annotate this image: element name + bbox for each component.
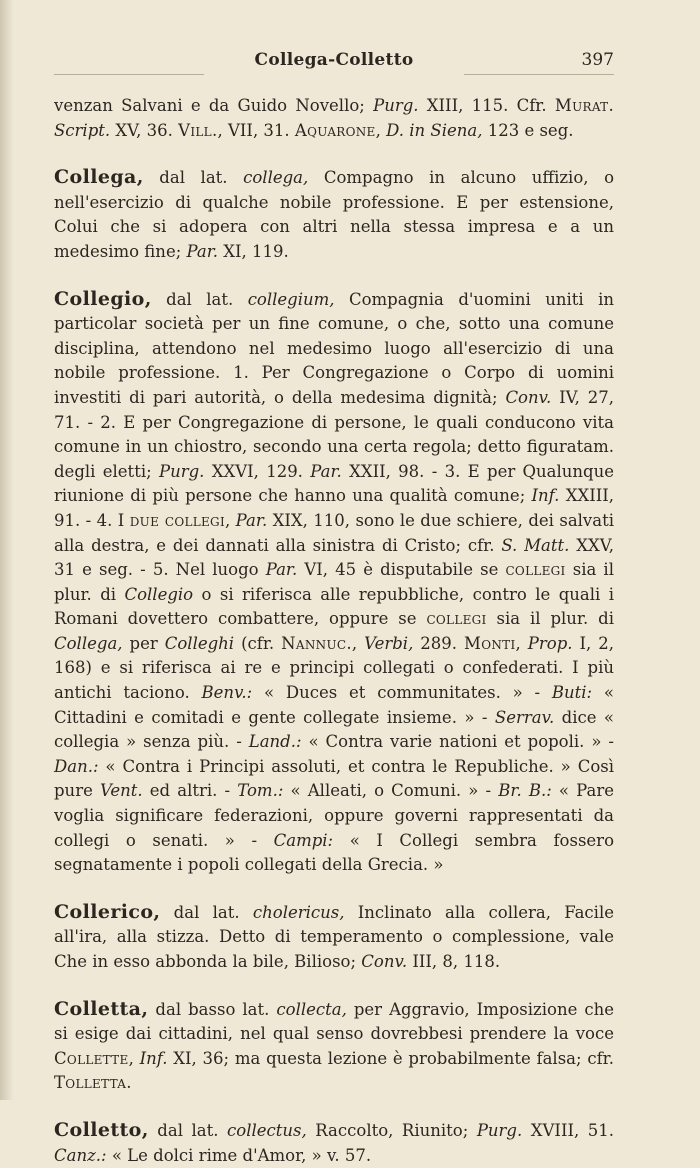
page-number: 397 (581, 50, 614, 70)
entry-collega: Collega, dal lat. collega, Compagno in alcuno uffizio, o nell'esercizio di qualche nobile professione. E per estensione, Colui che si adopera con altri nella stessa impresa e a un medesimo fine; Par. XI, 119. (54, 166, 615, 261)
lemma-collega: Collega, (54, 166, 144, 189)
running-title: Collega-Colletto (254, 50, 414, 70)
lemma-collerico: Collerico, (54, 900, 161, 923)
header-rule-left (54, 74, 204, 75)
book-binding-edge (0, 0, 14, 1100)
entry-collerico: Collerico, dal lat. cholericus, Inclinato alla collera, Facile all'ira, alla stizza. Detto di temperamento o complessione, vale Che in esso abbonda la bile, Bilioso; Conv. III, 8, 118. (54, 900, 614, 971)
running-header (54, 48, 614, 74)
lemma-colletto: Colletto, (54, 1118, 149, 1141)
lemma-collegio: Collegio, (54, 287, 152, 310)
entry-collegio: Collegio, dal lat. collegium, Compagnia d'uomini uniti in particolar società per un fine comune, o che, sotto una comune disciplina, attendono nel medesimo luogo all'esercizio di una nobile professione. 1. Per Congregazione o Corpo di uomini investiti di pari autorità, o della medesima dignità; Conv. IV, 27, 71. - 2. E per Congregazione di persone, le quali conducono vita comune in un chiostro, secondo una certa regola; detto figuratam. degli eletti; Purg. XXVI, 129. Par. XXII, 98. - 3. E per Qualunque riunione di più persone che hanno una qualità comune; Inf. XXIII, 91. - 4. I due collegi, Par. XIX, 110, sono le due schiere, dei salvati alla destra, e dei dannati alla sinistra di Cristo; cfr. S. Matt. XXV, 31 e seg. - 5. Nel luogo Par. VI, 45 è disputabile se collegi sia il plur. di Collegio o si riferisca alle repubbliche, contro le quali i Romani dovettero combattere, oppure se collegi sia il plur. di Collega, per Colleghi (cfr. Nannuc., Verbi, 289. Monti, Prop. I, 2, 168) e si riferisca ai re e principi collegati o confederati. I più antichi taciono. Benv.: « Duces et communitates. » - Buti: « Cittadini e comitadi e gente collegate insieme. » - Serrav. dice « collegia » senza più. - Land.: « Contra varie nationi et popoli. » - Dan.: « Contra i Principi assoluti, et contra le Republiche. » Così pure Vent. ed altri. - Tom.: « Alleati, o Comuni. » - Br. B.: « Pare voglia significare federazioni, oppure governi rappresentati da collegi o senati. » - Campi: « I Collegi sembra fossero segnatamente i popoli collegati della Grecia. » (54, 287, 615, 875)
header-rule-right (464, 74, 614, 75)
lemma-colletta: Colletta, (54, 997, 149, 1020)
entry-colletta: Colletta, dal basso lat. collecta, per Aggravio, Imposizione che si esige dai cittadini, nel qual senso dovrebbesi prendere la voce Collette, Inf. XI, 36; ma questa lezione è probabilmente falsa; cfr. Tolletta. (54, 997, 614, 1093)
entry-colletto: Colletto, dal lat. collectus, Raccolto, Riunito; Purg. XVIII, 51. Canz.: « Le dolci rime d'Amor, » v. 57. (54, 1118, 614, 1165)
dictionary-page (54, 48, 614, 1168)
continuation-paragraph: venzan Salvani e da Guido Novello; Purg. XIII, 115. Cfr. Murat. Script. XV, 36. Vill., VII, 31. Aquarone, D. in Siena, 123 e seg. (54, 96, 614, 140)
